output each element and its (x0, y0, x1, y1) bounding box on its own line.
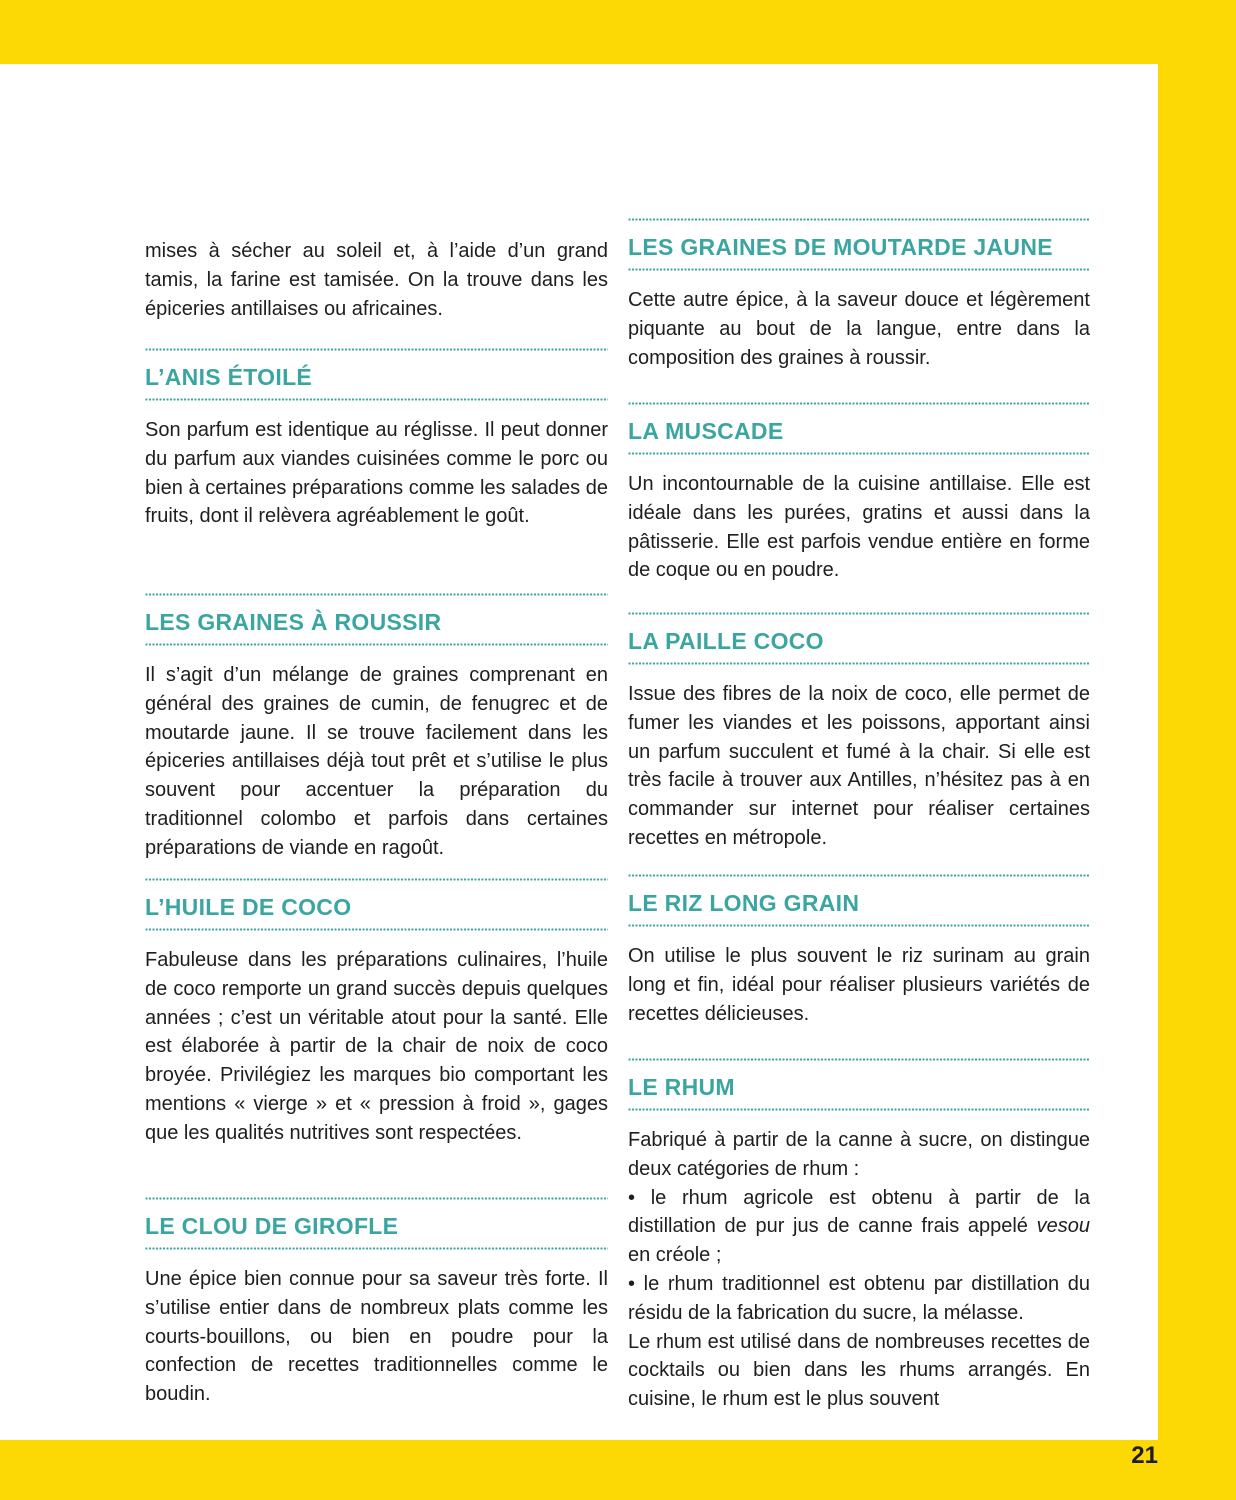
dotted-rule (145, 593, 608, 596)
dotted-rule (145, 1247, 608, 1250)
right-yellow-band (1158, 0, 1236, 1500)
section-heading: LES GRAINES DE MOUTARDE JAUNE (628, 234, 1053, 260)
section-heading: LES GRAINES À ROUSSIR (145, 609, 442, 635)
dotted-rule (628, 402, 1090, 405)
dotted-rule (145, 878, 608, 881)
section-graines-de-moutarde-jaune (628, 218, 1090, 372)
dotted-rule (145, 348, 608, 351)
dotted-rule (628, 452, 1090, 455)
section-body: On utilise le plus souvent le riz surinam au grain long et fin, idéal pour réaliser plusieurs variétés de recettes délicieuses. (628, 945, 1090, 1025)
section-riz-long-grain (628, 874, 1090, 1028)
dotted-rule (628, 218, 1090, 221)
dotted-rule (628, 924, 1090, 927)
section-heading: LE RIZ LONG GRAIN (628, 890, 860, 916)
section-body-intro: Fabriqué à partir de la canne à sucre, on distingue deux catégories de rhum : (628, 1129, 1090, 1180)
section-body: Une épice bien connue pour sa saveur très forte. Il s’utilise entier dans de nombreux plats comme les courts-bouillons, ou bien en poudre pour la confection de recettes traditionnelles comme le boudin. (145, 1268, 608, 1406)
section-clou-de-girofle (145, 1197, 608, 1409)
dotted-rule (628, 268, 1090, 271)
bullet-text: • le rhum agricole est obtenu à partir de la distillation de pur jus de canne frais appelé (628, 1186, 1090, 1238)
section-heading: LA PAILLE COCO (628, 628, 824, 654)
page-number: 21 (1131, 1442, 1158, 1469)
section-paille-coco (628, 612, 1090, 853)
section-body: Il s’agit d’un mélange de graines comprenant en général des graines de cumin, de fenugrec et de moutarde jaune. Il se trouve facilement dans les épiceries antillaises déjà tout prêt et s’utilise le plus souvent pour accentuer la préparation du traditionnel colombo et parfois dans certaines préparations de viande en ragoût. (145, 664, 608, 859)
italic-term-vesou: vesou (1036, 1215, 1090, 1238)
bullet-text: en créole ; (628, 1244, 722, 1267)
section-body-bullet-agricole (628, 1184, 1090, 1270)
dotted-rule (145, 643, 608, 646)
section-body: Cette autre épice, à la saveur douce et légèrement piquante au bout de la langue, entre dans la composition des graines à roussir. (628, 289, 1090, 369)
section-body: Un incontournable de la cuisine antillaise. Elle est idéale dans les purées, gratins et aussi dans la pâtisserie. Elle est parfois vendue entière en forme de coque ou en poudre. (628, 473, 1090, 582)
dotted-rule (145, 398, 608, 401)
section-body-bullet-traditionnel: • le rhum traditionnel est obtenu par distillation du résidu de la fabrication du sucre, la mélasse. (628, 1272, 1090, 1324)
section-heading: LA MUSCADE (628, 418, 784, 444)
left-column (145, 0, 608, 1500)
dotted-rule (145, 1197, 608, 1200)
section-rhum (628, 1058, 1090, 1414)
section-heading: LE CLOU DE GIROFLE (145, 1213, 399, 1239)
section-body: Issue des fibres de la noix de coco, elle permet de fumer les viandes et les poissons, apportant ainsi un parfum succulent et fumé à la chair. Si elle est très facile à trouver aux Antilles, n’hésitez pas à en commander sur internet pour réaliser certaines recettes en métropole. (628, 683, 1090, 849)
intro-paragraph: mises à sécher au soleil et, à l’aide d’un grand tamis, la farine est tamisée. On la trouve dans les épiceries antillaises ou africaines. (145, 240, 608, 320)
section-muscade (628, 402, 1090, 585)
section-body: Son parfum est identique au réglisse. Il peut donner du parfum aux viandes cuisinées comme le porc ou bien à certaines préparations comme les salades de fruits, dont il relèvera agréablement le goût. (145, 419, 608, 528)
section-anis-etoile (145, 348, 608, 531)
section-huile-de-coco (145, 878, 608, 1148)
section-heading: LE RHUM (628, 1074, 735, 1100)
dotted-rule (145, 928, 608, 931)
dotted-rule (628, 874, 1090, 877)
dotted-rule (628, 1058, 1090, 1061)
right-column (628, 0, 1090, 1500)
section-heading: L’HUILE DE COCO (145, 894, 352, 920)
dotted-rule (628, 1108, 1090, 1111)
section-graines-a-roussir (145, 593, 608, 863)
section-heading: L’ANIS ÉTOILÉ (145, 364, 313, 390)
section-body-outro: Le rhum est utilisé dans de nombreuses recettes de cocktails ou bien dans les rhums arrangés. En cuisine, le rhum est le plus souvent (628, 1330, 1090, 1411)
dotted-rule (628, 662, 1090, 665)
dotted-rule (628, 612, 1090, 615)
section-body: Fabuleuse dans les préparations culinaires, l’huile de coco remporte un grand succès depuis quelques années ; c’est un véritable atout pour la santé. Elle est élaborée à partir de la chair de noix de coco broyée. Privilégiez les marques bio comportant les mentions « vierge » et « pression à froid », gages que les qualités nutritives sont respectées. (145, 949, 608, 1144)
